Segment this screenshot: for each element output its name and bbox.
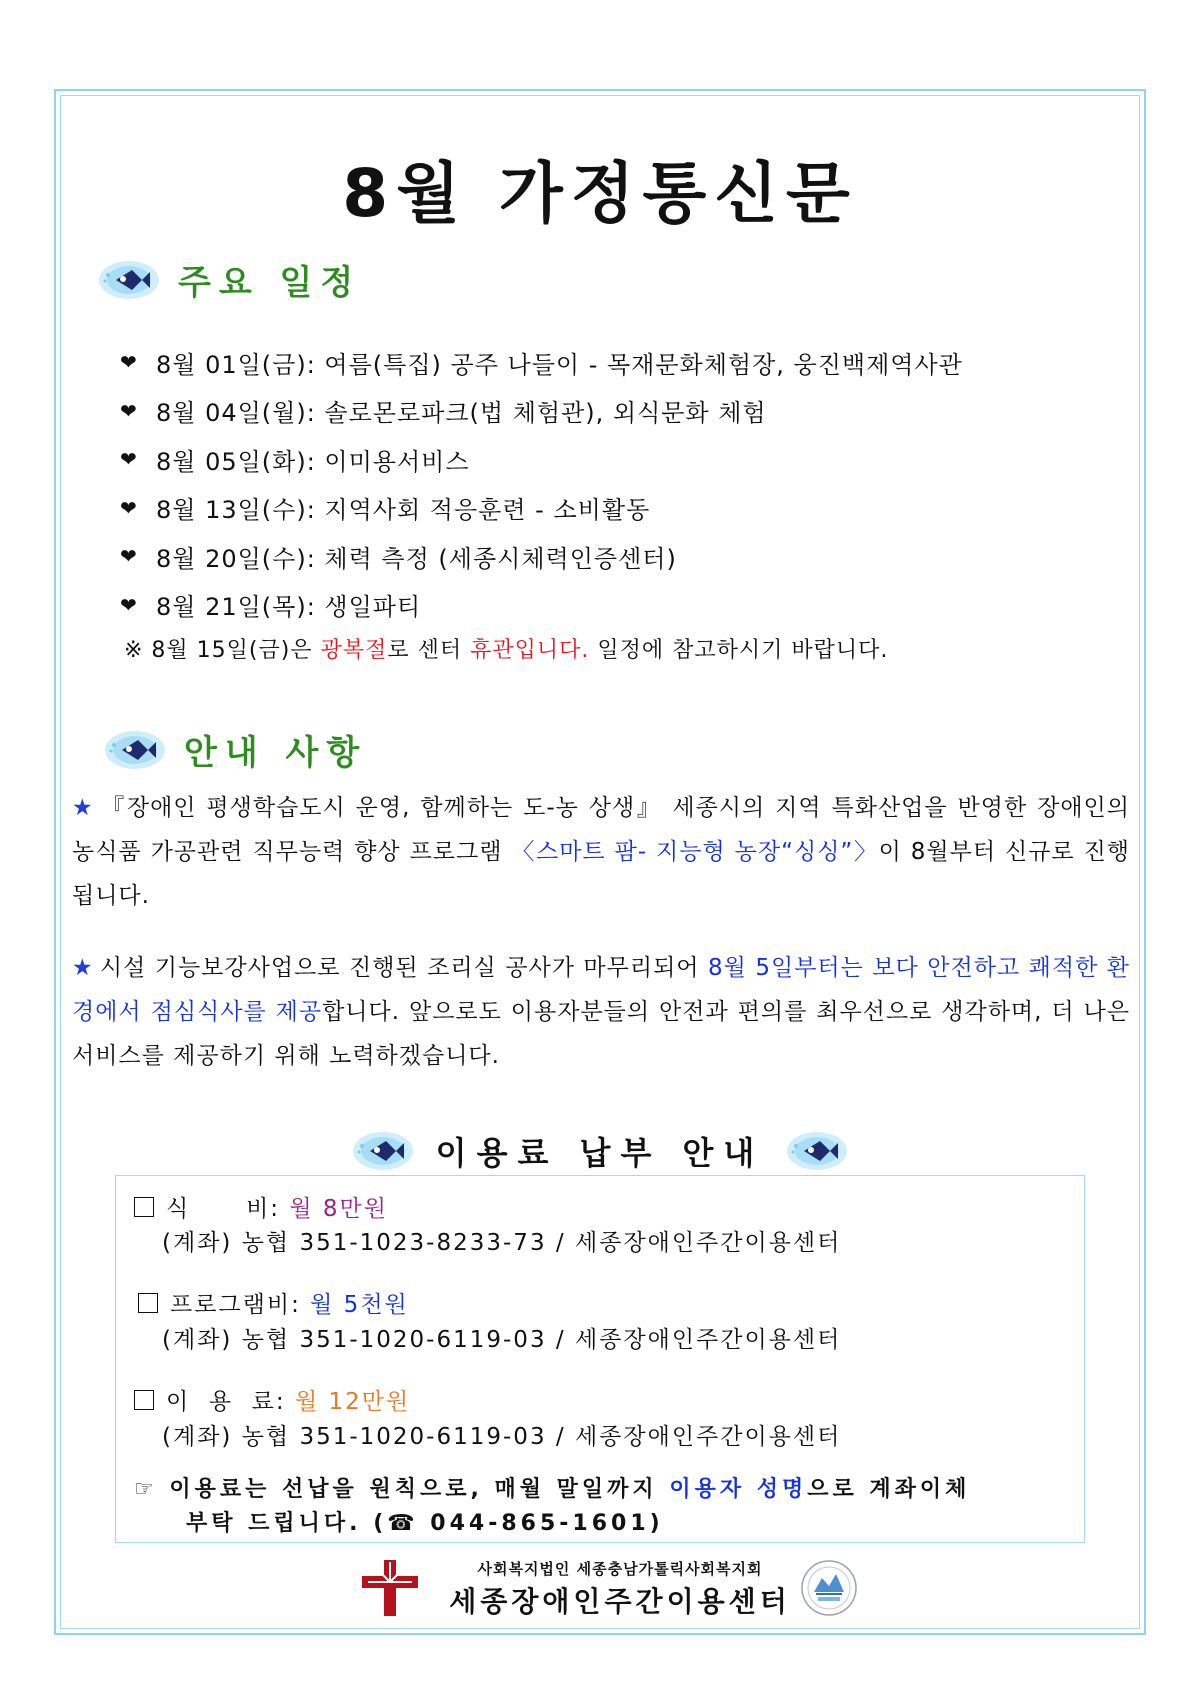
fee-account-usage: (계좌) 농협 351-1020-6119-03 / 세종장애인주간이용센터 <box>162 1424 842 1450</box>
star-icon: ★ <box>72 795 96 821</box>
schedule-item: ❤ 8월 01일(금): 여름(특집) 공주 나들이 - 목재문화체험장, 웅진백제역사관 <box>120 350 963 379</box>
payment-note: ☞ 이용료는 선납을 원칙으로, 매월 말일까지 이용자 성명으로 계좌이체 <box>134 1477 971 1502</box>
fee-item-program: 프로그램비: 월 5천원 <box>138 1286 409 1319</box>
fish-icon <box>352 1130 414 1172</box>
heart-icon: ❤ <box>120 495 138 520</box>
payment-note-contact: 부탁 드립니다. (☎ 044-865-1601) <box>186 1511 664 1536</box>
notice-section-title: 안내 사항 <box>184 733 368 773</box>
footer <box>360 1556 880 1622</box>
closed-text: 휴관입니다. <box>470 638 590 663</box>
schedule-section-header <box>98 255 361 304</box>
schedule-item: ❤ 8월 04일(월): 솔로몬로파크(법 체험관), 외식문화 체험 <box>120 398 767 428</box>
notice-section-header <box>104 725 367 774</box>
fee-account-program: (계좌) 농협 351-1020-6119-03 / 세종장애인주간이용센터 <box>162 1327 842 1353</box>
schedule-list <box>120 338 963 629</box>
holiday-name: 광복절 <box>320 638 388 663</box>
checkbox-icon <box>134 1390 154 1410</box>
footer-center-name: 세종장애인주간이용센터 <box>449 1585 791 1618</box>
schedule-item: ❤ 8월 13일(수): 지역사회 적응훈련 - 소비활동 <box>120 495 651 525</box>
fee-section-header <box>0 1128 1200 1174</box>
schedule-item: ❤ 8월 05일(화): 이미용서비스 <box>120 447 470 476</box>
fish-icon <box>786 1130 848 1172</box>
footer-org-name: 사회복지법인 세종충남가톨릭사회복지회 <box>477 1560 763 1578</box>
schedule-section-title: 주요 일정 <box>178 263 362 303</box>
page-title: 8월 가정통신문 <box>342 155 858 232</box>
fee-item-usage: 이 용 료: 월 12만원 <box>134 1383 410 1416</box>
program-amount: 월 5천원 <box>310 1292 409 1318</box>
fee-account-meal: (계좌) 농협 351-1023-8233-73 / 세종장애인주간이용센터 <box>162 1230 842 1256</box>
fish-icon <box>104 729 166 771</box>
heart-icon: ❤ <box>120 398 138 423</box>
heart-icon: ❤ <box>120 447 138 472</box>
checkbox-icon <box>134 1197 154 1217</box>
schedule-item: ❤ 8월 20일(수): 체력 측정 (세종시체력인증센터) <box>120 544 677 573</box>
schedule-item: ❤ 8월 21일(목): 생일파티 <box>120 592 422 622</box>
heart-icon: ❤ <box>120 350 138 375</box>
sejong-city-seal-logo <box>800 1556 858 1620</box>
fee-section-title: 이용료 납부 안내 <box>435 1134 765 1172</box>
lunch-highlight: 8월 5일부터는 보다 안전하고 쾌적한 환경에서 점심식사를 제공 <box>72 955 1130 1025</box>
notice-paragraph-1: ★ 『장애인 평생학습도시 운영, 함께하는 도-농 상생』 세종시의 지역 특화산업을 반영한 장애인의 농식품 가공관련 직무능력 향상 프로그램 〈스마트 팜- 지능형 농장“싱싱”〉이 8월부터 신규로 진행 됩니다. <box>72 795 1131 909</box>
usage-amount: 월 12만원 <box>294 1389 411 1415</box>
holiday-note: ※ 8월 15일(금)은 광복절로 센터 휴관입니다. 일정에 참고하시기 바랍니다. <box>124 638 889 663</box>
checkbox-icon <box>138 1293 158 1313</box>
caritas-cross-logo <box>360 1558 420 1618</box>
fee-info-box <box>115 1175 1085 1543</box>
meal-amount: 월 8만원 <box>289 1196 388 1222</box>
heart-icon: ❤ <box>120 592 138 617</box>
heart-icon: ❤ <box>120 544 138 569</box>
star-icon: ★ <box>72 955 94 981</box>
program-name: 〈스마트 팜- 지능형 농장“싱싱”〉 <box>511 839 879 865</box>
fee-item-meal: 식 비: 월 8만원 <box>134 1190 388 1223</box>
payer-name-highlight: 이용자 성명 <box>669 1477 808 1502</box>
fish-icon <box>98 259 160 301</box>
notice-paragraph-2: ★ 시설 기능보강사업으로 진행된 조리실 공사가 마무리되어 8월 5일부터는 보다 안전하고 쾌적한 환경에서 점심식사를 제공합니다. 앞으로도 이용자분들의 안전과 편의를 최우선으로 생각하며, 더 나은 서비스를 제공하기 위해 노력하겠습니다. <box>72 955 1130 1069</box>
